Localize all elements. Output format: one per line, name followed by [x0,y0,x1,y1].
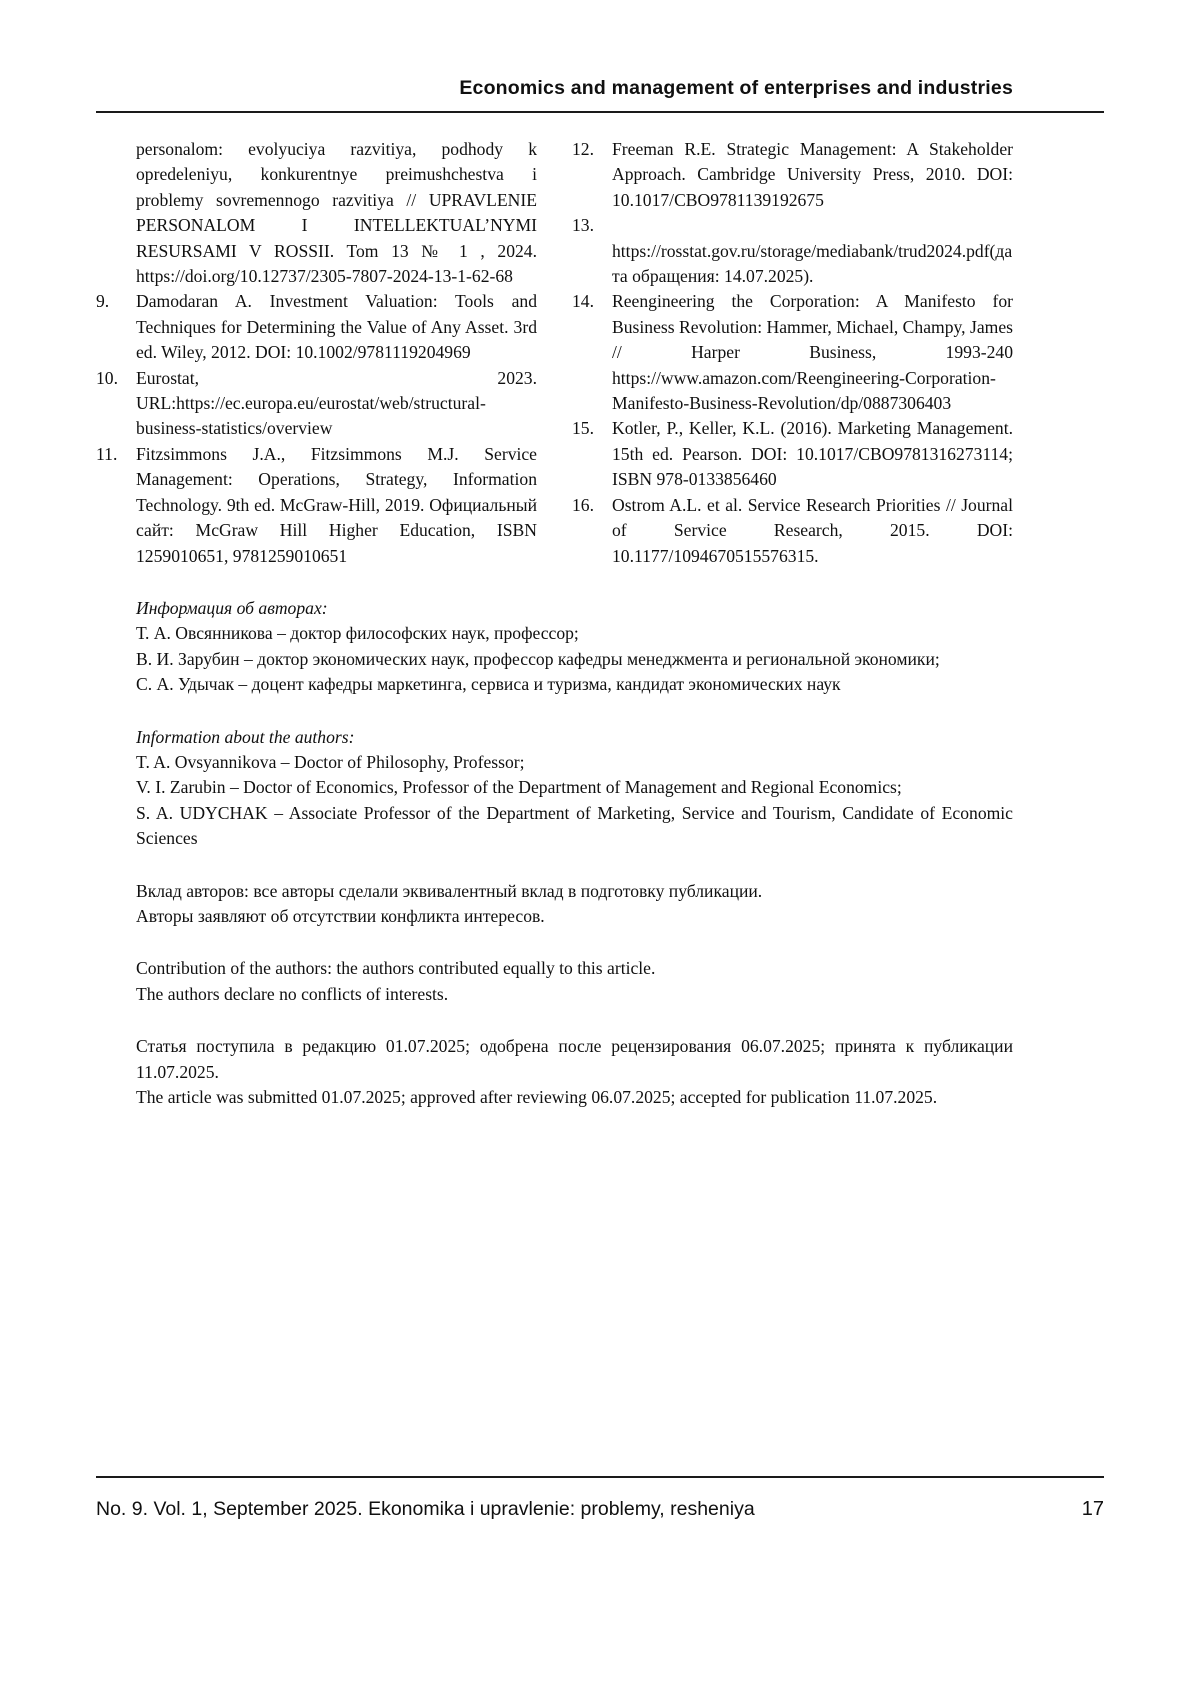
authors-info-en-heading: Information about the authors: [136,726,355,747]
reference-text: Kotler, P., Keller, K.L. (2016). Marketing Management. 15th ed. Pearson. DOI: 10.1017/CBO9781316273114; ISBN 978-0133856460 [612,418,1013,490]
reference-item-continuation [96,137,537,289]
contribution-ru [96,879,1013,930]
reference-item-15 [572,416,1013,492]
author-line-ru-3: С. А. Удычак – доцент кафедры маркетинга, сервиса и туризма, кандидат экономических наук [136,674,841,695]
submission-dates [96,1034,1013,1110]
authors-info-ru-heading: Информация об авторах: [136,597,328,618]
submission-dates-ru: Статья поступила в редакцию 01.07.2025; одобрена после рецензирования 06.07.2025; принята к публикации 11.07.2025. [136,1036,1013,1082]
author-line-ru-2: В. И. Зарубин – доктор экономических наук, профессор кафедры менеджмента и региональной экономики; [136,648,940,669]
reference-number: 16. [572,494,594,515]
reference-number: 12. [572,139,594,159]
references-column-right [572,137,1013,569]
page-number: 17 [1081,1498,1104,1520]
contribution-ru-line-1: Вклад авторов: все авторы сделали эквивалентный вклад в подготовку публикации. [136,880,763,901]
reference-number: 11. [96,443,118,464]
contribution-en-line-2: The authors declare no conflicts of interests. [136,983,449,1004]
references-section [96,137,1013,569]
reference-item-9 [96,289,537,365]
author-line-en-1: T. A. Ovsyannikova – Doctor of Philosophy, Professor; [136,751,525,772]
header-rule [96,111,1104,113]
author-line-ru-1: Т. А. Овсянникова – доктор философских наук, профессор; [136,623,579,644]
running-head [96,76,1013,100]
reference-item-12 [572,137,1013,213]
reference-text: Fitzsimmons J.A., Fitzsimmons M.J. Service Management: Operations, Strategy, Information Technology. 9th ed. McGraw-Hill, 2019. Официальный сайт: McGraw Hill Higher Education, ISBN 1259010651, 9781259010651 [136,443,537,566]
submission-dates-en: The article was submitted 01.07.2025; approved after reviewing 06.07.2025; accepted for publication 11.07.2025. [136,1087,938,1107]
reference-item-13 [572,213,1013,289]
contribution-en [96,956,1013,1007]
reference-item-14 [572,289,1013,416]
contribution-en-line-1: Contribution of the authors: the authors contributed equally to this article. [136,958,656,979]
reference-number: 13. [572,215,594,236]
footer-rule [96,1476,1104,1478]
reference-text: Freeman R.E. Strategic Management: A Stakeholder Approach. Cambridge University Press, 2010. DOI: 10.1017/CBO9781139192675 [612,139,1013,210]
reference-text: Ostrom A.L. et al. Service Research Priorities // Journal of Service Research, 2015. DOI: 10.1177/1094670515576315. [612,494,1013,566]
reference-number: 9. [96,291,110,312]
footer-journal-line: No. 9. Vol. 1, September 2025. Ekonomika i upravlenie: problemy, resheniya [96,1498,755,1520]
reference-item-11 [96,442,537,569]
reference-item-16 [572,493,1013,569]
authors-info-en [96,725,1013,852]
reference-number: 10. [96,367,118,388]
page-footer [96,1496,1104,1522]
reference-text: Damodaran A. Investment Valuation: Tools and Techniques for Determining the Value of Any Asset. 3rd ed. Wiley, 2012. DOI: 10.1002/9781119204969 [136,291,537,363]
author-line-en-2: V. I. Zarubin – Doctor of Economics, Professor of the Department of Management and Regional Economics; [136,777,902,798]
references-column-left [96,137,537,569]
reference-number: 15. [572,418,594,439]
reference-item-10 [96,366,537,442]
reference-text: Reengineering the Corporation: A Manifesto for Business Revolution: Hammer, Michael, Champy, James // Harper Business, 1993-240 https://www.amazon.com/Reengineering-Corporation-Manifesto-Business-Revolution/dp/0887306403 [612,291,1013,414]
reference-number: 14. [572,291,594,312]
journal-section-title: Economics and management of enterprises and industries [459,77,1013,99]
reference-text: Eurostat, 2023. URL:https://ec.europa.eu/eurostat/web/structural-business-statistics/overview [136,367,537,439]
contribution-ru-line-2: Авторы заявляют об отсутствии конфликта интересов. [136,905,545,926]
author-line-en-3: S. A. UDYCHAK – Associate Professor of the Department of Marketing, Service and Tourism, Candidate of Economic Sciences [136,802,1013,849]
authors-info-ru [96,596,1013,698]
reference-text: personalom: evolyuciya razvitiya, podhody k opredeleniyu, konkurentnye preimushchestva i problemy sovremennogo razvitiya // UPRAVLENIE PERSONALOM I INTELLEKTUAL’NYMI RESURSAMI V ROSSII. Tom 13 № 1 , 2024. https://doi.org/10.12737/2305-7807-2024-13-1-62-68 [136,139,537,287]
reference-text: https://rosstat.gov.ru/storage/mediabank/trud2024.pdf(дата обращения: 14.07.2025). [612,240,1013,287]
page-body [96,137,1013,1110]
